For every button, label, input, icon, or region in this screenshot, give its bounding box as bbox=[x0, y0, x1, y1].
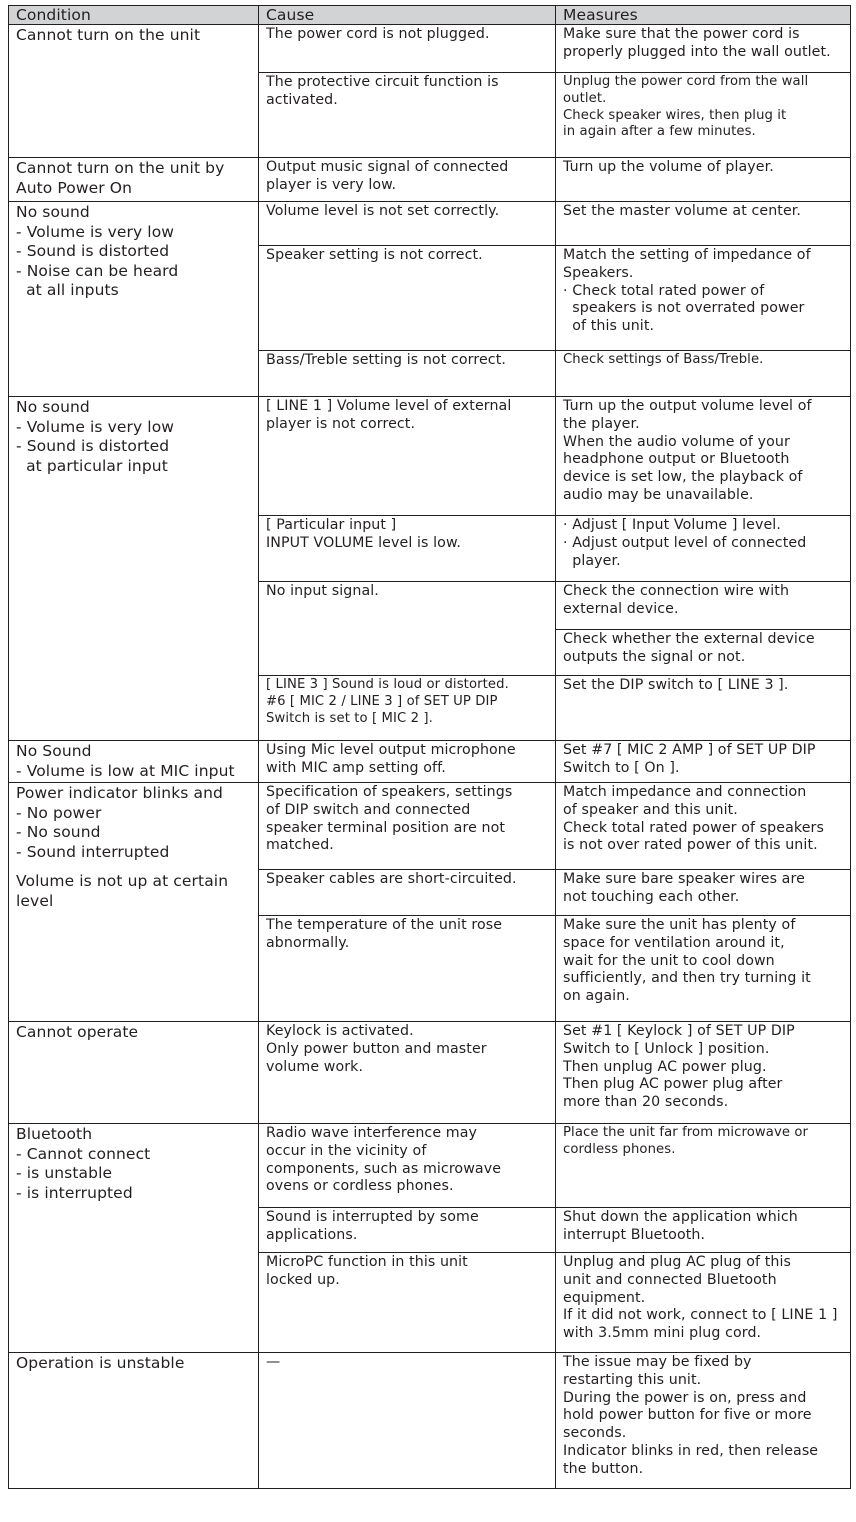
cell-line: Then plug AC power plug after bbox=[563, 1076, 783, 1093]
measure-cell bbox=[556, 741, 851, 783]
cause-cell bbox=[259, 1353, 556, 1489]
cell-line: Check total rated power of speakers bbox=[563, 819, 824, 836]
cell-line: Set the master volume at center. bbox=[563, 203, 802, 219]
cell-line: [ Particular input ] bbox=[266, 517, 397, 533]
measure-cell bbox=[556, 1208, 851, 1253]
cell-line: Set #7 [ MIC 2 AMP ] of SET UP DIP bbox=[563, 742, 816, 758]
cell-line: outputs the signal or not. bbox=[563, 648, 746, 665]
cell-line: equipment. bbox=[563, 1289, 646, 1306]
cell-line: Check settings of Bass/Treble. bbox=[563, 352, 764, 367]
cell-line: Check speaker wires, then plug it bbox=[563, 107, 787, 123]
cell-line: Auto Power On bbox=[16, 178, 133, 197]
cell-line: · Check total rated power of bbox=[563, 282, 765, 299]
cell-line: When the audio volume of your bbox=[563, 433, 790, 450]
cell-line: on again. bbox=[563, 988, 630, 1005]
cause-cell bbox=[259, 870, 556, 916]
cell-line: - Sound interrupted bbox=[16, 842, 170, 861]
cell-line: Speaker cables are short-circuited. bbox=[266, 871, 517, 887]
cause-cell bbox=[259, 397, 556, 516]
cause-cell bbox=[259, 676, 556, 741]
table-row bbox=[9, 741, 851, 783]
cell-line: Turn up the output volume level of bbox=[563, 398, 812, 414]
cell-line: No sound bbox=[16, 398, 90, 416]
cell-line: Using Mic level output microphone bbox=[266, 742, 516, 758]
condition-cell bbox=[9, 202, 259, 397]
cell-line: Sound is interrupted by some bbox=[266, 1209, 479, 1225]
cell-line: The protective circuit function is bbox=[266, 74, 499, 90]
cell-line: The temperature of the unit rose bbox=[266, 917, 503, 933]
condition-cell bbox=[9, 25, 259, 158]
cell-line: Bass/Treble setting is not correct. bbox=[266, 352, 506, 368]
measure-cell bbox=[556, 783, 851, 870]
measure-cell bbox=[556, 916, 851, 1022]
cell-line: device is set low, the playback of bbox=[563, 469, 803, 486]
cell-line: restarting this unit. bbox=[563, 1371, 702, 1388]
cause-cell bbox=[259, 916, 556, 1022]
cell-line: [ LINE 1 ] Volume level of external bbox=[266, 398, 512, 414]
cell-line: Switch to [ Unlock ] position. bbox=[563, 1040, 770, 1057]
cell-line: Bluetooth bbox=[16, 1125, 93, 1143]
cell-line: Shut down the application which bbox=[563, 1209, 798, 1225]
cell-line: Cannot turn on the unit by bbox=[16, 159, 225, 177]
cell-line: occur in the vicinity of bbox=[266, 1142, 427, 1159]
condition-cell bbox=[9, 397, 259, 741]
cause-cell bbox=[259, 351, 556, 397]
table-row bbox=[9, 25, 851, 73]
cell-line: Switch to [ On ]. bbox=[563, 759, 680, 776]
measure-cell bbox=[556, 1022, 851, 1124]
cell-line: Speakers. bbox=[563, 264, 634, 281]
cell-line: Turn up the volume of player. bbox=[563, 159, 774, 175]
cell-line: level bbox=[16, 891, 54, 910]
condition-cell bbox=[9, 1353, 259, 1489]
cell-line: cordless phones. bbox=[563, 1141, 676, 1157]
table-row bbox=[9, 783, 851, 870]
cause-cell bbox=[259, 246, 556, 351]
cell-line: MicroPC function in this unit bbox=[266, 1254, 468, 1270]
cell-line: volume work. bbox=[266, 1058, 364, 1075]
cell-line: more than 20 seconds. bbox=[563, 1094, 729, 1111]
cell-line: Speaker setting is not correct. bbox=[266, 247, 483, 263]
cell-line: Switch is set to [ MIC 2 ]. bbox=[266, 710, 433, 726]
cell-line: with 3.5mm mini plug cord. bbox=[563, 1325, 762, 1342]
header-cause: Cause bbox=[259, 6, 556, 25]
cell-line: Unplug the power cord from the wall bbox=[563, 74, 809, 89]
cell-line: Only power button and master bbox=[266, 1040, 487, 1057]
cell-line: properly plugged into the wall outlet. bbox=[563, 43, 831, 60]
measure-cell bbox=[556, 202, 851, 246]
cell-line: of speaker and this unit. bbox=[563, 801, 738, 818]
cell-line: at all inputs bbox=[16, 281, 119, 299]
cause-cell bbox=[259, 582, 556, 676]
cell-line: interrupt Bluetooth. bbox=[563, 1226, 706, 1243]
measure-cell bbox=[556, 397, 851, 516]
cell-line: #6 [ MIC 2 / LINE 3 ] of SET UP DIP bbox=[266, 693, 498, 709]
troubleshooting-table bbox=[8, 5, 851, 1489]
measure-cell bbox=[556, 1253, 851, 1353]
cell-line: at particular input bbox=[16, 456, 168, 475]
table-row bbox=[9, 397, 851, 516]
cell-line: applications. bbox=[266, 1226, 358, 1243]
cell-line: Volume level is not set correctly. bbox=[266, 203, 500, 219]
cause-cell bbox=[259, 1253, 556, 1353]
measure-cell bbox=[556, 1353, 851, 1489]
cell-line: - Sound is distorted bbox=[16, 242, 170, 260]
cell-line: - is unstable bbox=[16, 1164, 113, 1182]
cell-line: - is interrupted bbox=[16, 1183, 133, 1202]
measure-cell bbox=[556, 246, 851, 351]
cell-line: Make sure that the power cord is bbox=[563, 26, 800, 42]
cell-line: activated. bbox=[266, 91, 338, 108]
condition-cell bbox=[9, 1022, 259, 1124]
cell-line: - Noise can be heard bbox=[16, 261, 179, 280]
cell-line: INPUT VOLUME level is low. bbox=[266, 534, 461, 551]
cell-line: headphone output or Bluetooth bbox=[563, 451, 790, 468]
cell-line: player is not correct. bbox=[266, 415, 416, 432]
cell-line: Set the DIP switch to [ LINE 3 ]. bbox=[563, 677, 789, 693]
cause-cell bbox=[259, 73, 556, 158]
cell-line: the player. bbox=[563, 415, 640, 432]
cell-line: No input signal. bbox=[266, 583, 379, 599]
measure-cell bbox=[556, 630, 851, 676]
cell-line: Unplug and plug AC plug of this bbox=[563, 1254, 791, 1270]
measure-cell bbox=[556, 676, 851, 741]
cell-line: Output music signal of connected bbox=[266, 159, 509, 175]
cell-line: No sound bbox=[16, 203, 90, 221]
cell-line: · Adjust output level of connected bbox=[563, 534, 807, 551]
header-measures: Measures bbox=[556, 6, 851, 25]
cause-cell bbox=[259, 202, 556, 246]
cell-line: matched. bbox=[266, 837, 334, 854]
cell-line: [ LINE 3 ] Sound is loud or distorted. bbox=[266, 677, 509, 692]
cell-line: - No power bbox=[16, 803, 102, 822]
line-gap bbox=[16, 862, 251, 872]
cause-cell bbox=[259, 516, 556, 582]
cell-line: external device. bbox=[563, 600, 679, 617]
header-row bbox=[9, 6, 851, 25]
cell-line: hold power button for five or more bbox=[563, 1407, 812, 1424]
cell-line: Cannot operate bbox=[16, 1023, 139, 1041]
cell-line: is not over rated power of this unit. bbox=[563, 837, 818, 854]
cell-line: space for ventilation around it, bbox=[563, 934, 785, 951]
cell-line: - Volume is very low bbox=[16, 417, 175, 436]
table-row bbox=[9, 1022, 851, 1124]
cause-cell bbox=[259, 741, 556, 783]
cause-cell bbox=[259, 1022, 556, 1124]
header-condition: Condition bbox=[9, 6, 259, 25]
measure-cell bbox=[556, 516, 851, 582]
cell-line: audio may be unavailable. bbox=[563, 486, 754, 503]
cause-cell bbox=[259, 783, 556, 870]
cause-cell bbox=[259, 158, 556, 202]
cell-line: of this unit. bbox=[563, 318, 655, 335]
condition-cell bbox=[9, 783, 259, 1022]
cell-line: No Sound bbox=[16, 742, 92, 760]
cell-line: with MIC amp setting off. bbox=[266, 759, 446, 776]
cell-line: — bbox=[266, 1354, 281, 1370]
measure-cell bbox=[556, 25, 851, 73]
cell-line: Cannot turn on the unit bbox=[16, 26, 201, 44]
cell-line: Keylock is activated. bbox=[266, 1023, 414, 1039]
cause-cell bbox=[259, 1208, 556, 1253]
cell-line: Place the unit far from microwave or bbox=[563, 1125, 809, 1140]
cell-line: Match impedance and connection bbox=[563, 784, 807, 800]
cell-line: - Volume is very low bbox=[16, 222, 175, 241]
cell-line: abnormally. bbox=[266, 934, 350, 951]
measure-cell bbox=[556, 870, 851, 916]
cell-line: Indicator blinks in red, then release bbox=[563, 1442, 819, 1459]
condition-cell bbox=[9, 1124, 259, 1353]
cell-line: - Cannot connect bbox=[16, 1144, 151, 1163]
cell-line: Make sure the unit has plenty of bbox=[563, 917, 796, 933]
cell-line: player is very low. bbox=[266, 176, 397, 193]
cell-line: seconds. bbox=[563, 1425, 627, 1442]
cell-line: player. bbox=[563, 552, 621, 569]
measure-cell bbox=[556, 73, 851, 158]
cell-line: Radio wave interference may bbox=[266, 1125, 477, 1141]
cell-line: Match the setting of impedance of bbox=[563, 247, 811, 263]
table-row bbox=[9, 158, 851, 202]
table-row bbox=[9, 202, 851, 246]
cell-line: Set #1 [ Keylock ] of SET UP DIP bbox=[563, 1023, 795, 1039]
cell-line: speakers is not overrated power bbox=[563, 300, 805, 317]
cause-cell bbox=[259, 1124, 556, 1208]
condition-cell bbox=[9, 741, 259, 783]
cell-line: If it did not work, connect to [ LINE 1 ] bbox=[563, 1307, 838, 1324]
measure-cell bbox=[556, 582, 851, 630]
cell-line: - No sound bbox=[16, 823, 101, 841]
table-row bbox=[9, 1353, 851, 1489]
cell-line: During the power is on, press and bbox=[563, 1389, 807, 1406]
cell-line: Make sure bare speaker wires are bbox=[563, 871, 805, 887]
measure-cell bbox=[556, 1124, 851, 1208]
cell-line: locked up. bbox=[266, 1271, 340, 1288]
cell-line: Volume is not up at certain bbox=[16, 872, 229, 890]
cell-line: - Volume is low at MIC input bbox=[16, 761, 235, 780]
condition-cell bbox=[9, 158, 259, 202]
cell-line: speaker terminal position are not bbox=[266, 819, 506, 836]
cause-cell bbox=[259, 25, 556, 73]
cell-line: wait for the unit to cool down bbox=[563, 952, 775, 969]
cell-line: Check the connection wire with bbox=[563, 583, 790, 599]
measure-cell bbox=[556, 351, 851, 397]
cell-line: of DIP switch and connected bbox=[266, 801, 471, 818]
cell-line: not touching each other. bbox=[563, 888, 740, 905]
cell-line: unit and connected Bluetooth bbox=[563, 1271, 777, 1288]
cell-line: Specification of speakers, settings bbox=[266, 784, 513, 800]
cell-line: ovens or cordless phones. bbox=[266, 1178, 454, 1195]
cell-line: - Sound is distorted bbox=[16, 437, 170, 455]
cell-line: outlet. bbox=[563, 90, 607, 106]
cell-line: · Adjust [ Input Volume ] level. bbox=[563, 517, 781, 533]
cell-line: Then unplug AC power plug. bbox=[563, 1058, 767, 1075]
cell-line: the button. bbox=[563, 1460, 644, 1477]
cell-line: The issue may be fixed by bbox=[563, 1354, 752, 1370]
cell-line: components, such as microwave bbox=[266, 1160, 502, 1177]
cell-line: in again after a few minutes. bbox=[563, 124, 756, 140]
cell-line: The power cord is not plugged. bbox=[266, 26, 490, 42]
measure-cell bbox=[556, 158, 851, 202]
cell-line: Check whether the external device bbox=[563, 631, 815, 647]
cell-line: Operation is unstable bbox=[16, 1354, 185, 1372]
cell-line: sufficiently, and then try turning it bbox=[563, 970, 811, 987]
cell-line: Power indicator blinks and bbox=[16, 784, 223, 802]
table-row bbox=[9, 1124, 851, 1208]
